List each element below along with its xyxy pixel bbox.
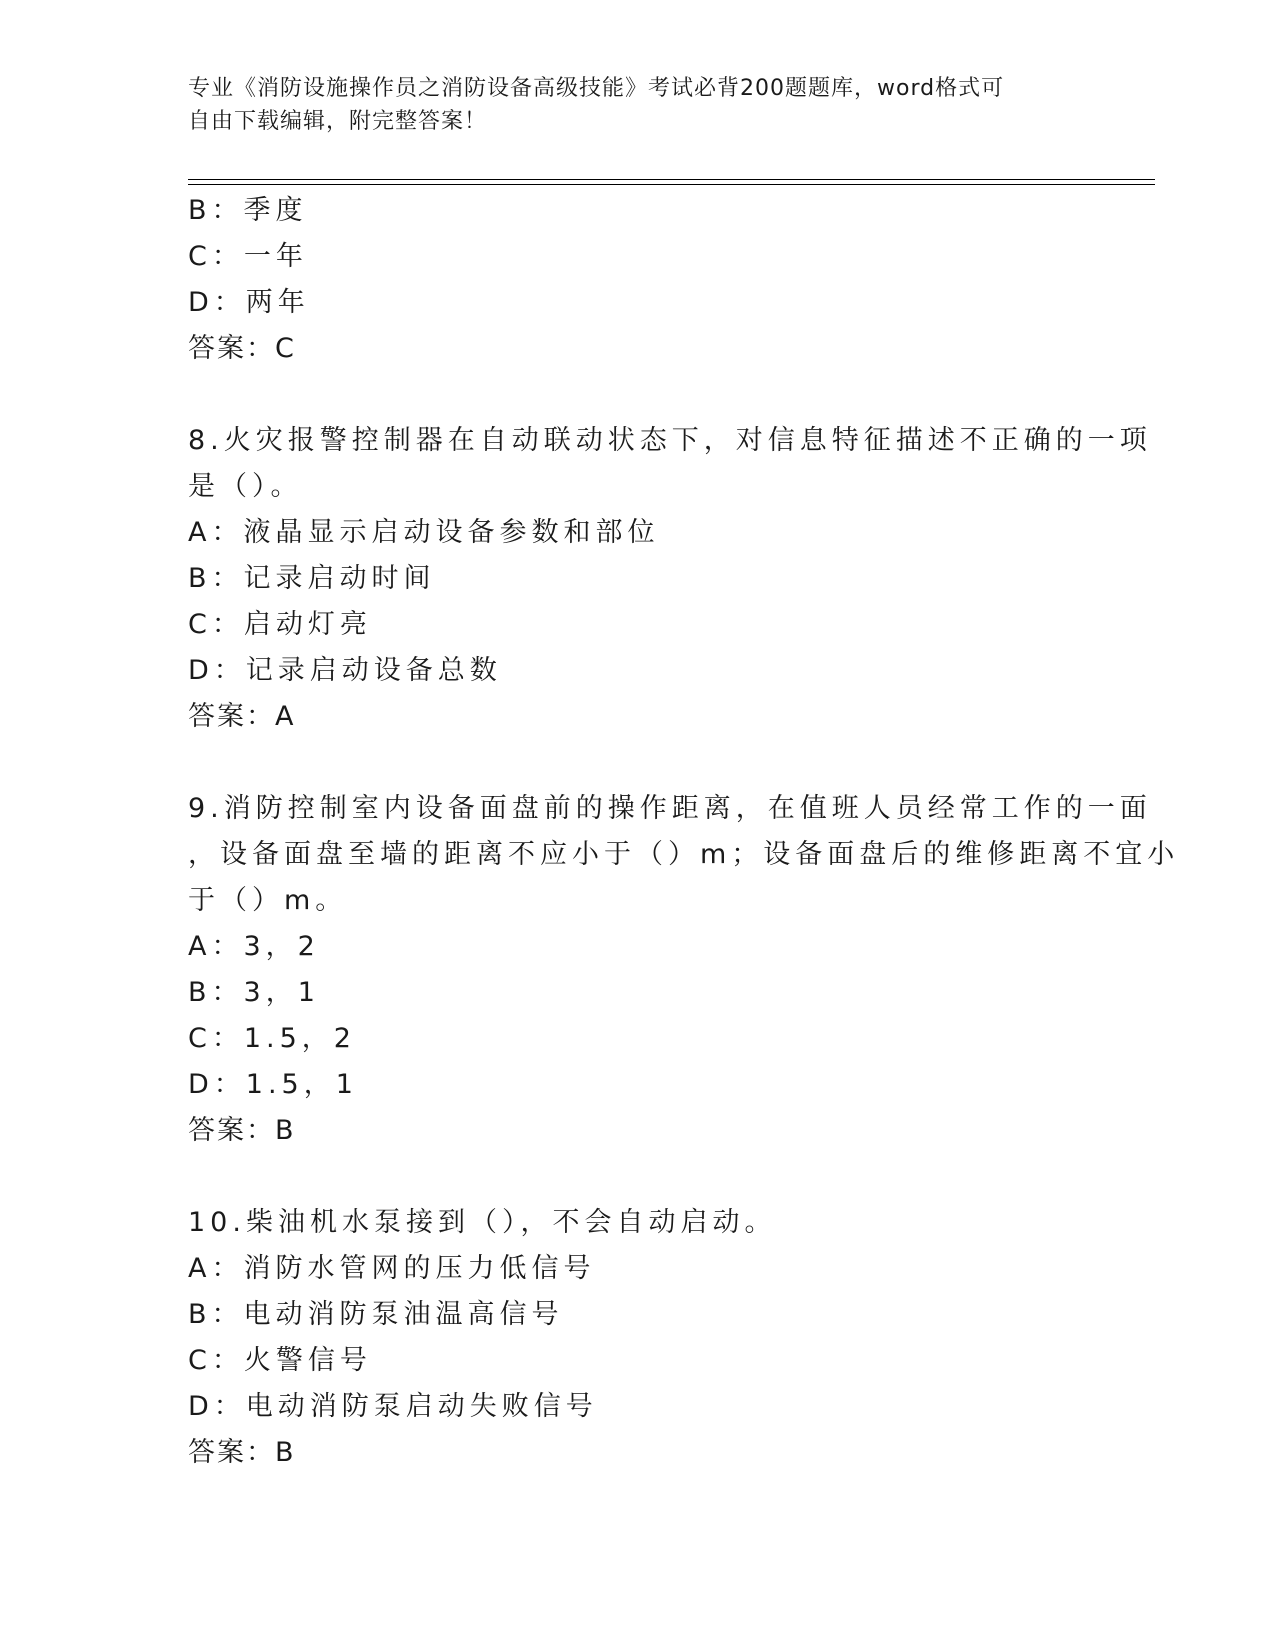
option-d: D：两年 xyxy=(188,287,310,318)
question-stem: 10.柴油机水泵接到（），不会自动启动。 xyxy=(188,1207,777,1238)
answer: 答案：C xyxy=(188,333,296,364)
question-stem: 9.消防控制室内设备面盘前的操作距离，在值班人员经常工作的一面 xyxy=(188,793,1152,824)
answer: 答案：B xyxy=(188,1437,296,1468)
document-body xyxy=(188,188,1180,1476)
option-c: C：一年 xyxy=(188,241,308,272)
header-divider-bottom xyxy=(188,184,1155,185)
spacer xyxy=(188,372,1088,418)
option-b: B：季度 xyxy=(188,195,308,226)
option-b: B：3，1 xyxy=(188,977,320,1008)
question-stem: 8.火灾报警控制器在自动联动状态下，对信息特征描述不正确的一项 xyxy=(188,425,1152,456)
question-7-continued xyxy=(188,188,1088,372)
option-a: A：3，2 xyxy=(188,931,320,962)
header-line-2: 自由下载编辑，附完整答案！ xyxy=(188,109,488,134)
option-b: B：电动消防泵油温高信号 xyxy=(188,1299,564,1330)
option-a: A：液晶显示启动设备参数和部位 xyxy=(188,517,660,548)
option-b: B：记录启动时间 xyxy=(188,563,436,594)
header-line-1: 专业《消防设施操作员之消防设备高级技能》考试必背200题题库，word格式可 xyxy=(188,76,1005,101)
spacer xyxy=(188,740,1088,786)
spacer xyxy=(188,1154,1088,1200)
header-divider-top xyxy=(188,179,1155,180)
option-c: C：1.5，2 xyxy=(188,1023,356,1054)
question-9 xyxy=(188,786,1180,1154)
question-stem: 是（）。 xyxy=(188,471,303,502)
option-d: D：记录启动设备总数 xyxy=(188,655,502,686)
question-stem: ，设备面盘至墙的距离不应小于（）m；设备面盘后的维修距离不宜小 xyxy=(188,839,1180,870)
option-c: C：启动灯亮 xyxy=(188,609,372,640)
question-10 xyxy=(188,1200,1088,1476)
question-stem: 于（）m。 xyxy=(188,885,348,916)
document-header xyxy=(188,72,1088,138)
answer: 答案：A xyxy=(188,701,296,732)
question-8 xyxy=(188,418,1152,740)
option-d: D：电动消防泵启动失败信号 xyxy=(188,1391,598,1422)
option-a: A：消防水管网的压力低信号 xyxy=(188,1253,596,1284)
answer: 答案：B xyxy=(188,1115,296,1146)
option-d: D：1.5，1 xyxy=(188,1069,358,1100)
option-c: C：火警信号 xyxy=(188,1345,372,1376)
